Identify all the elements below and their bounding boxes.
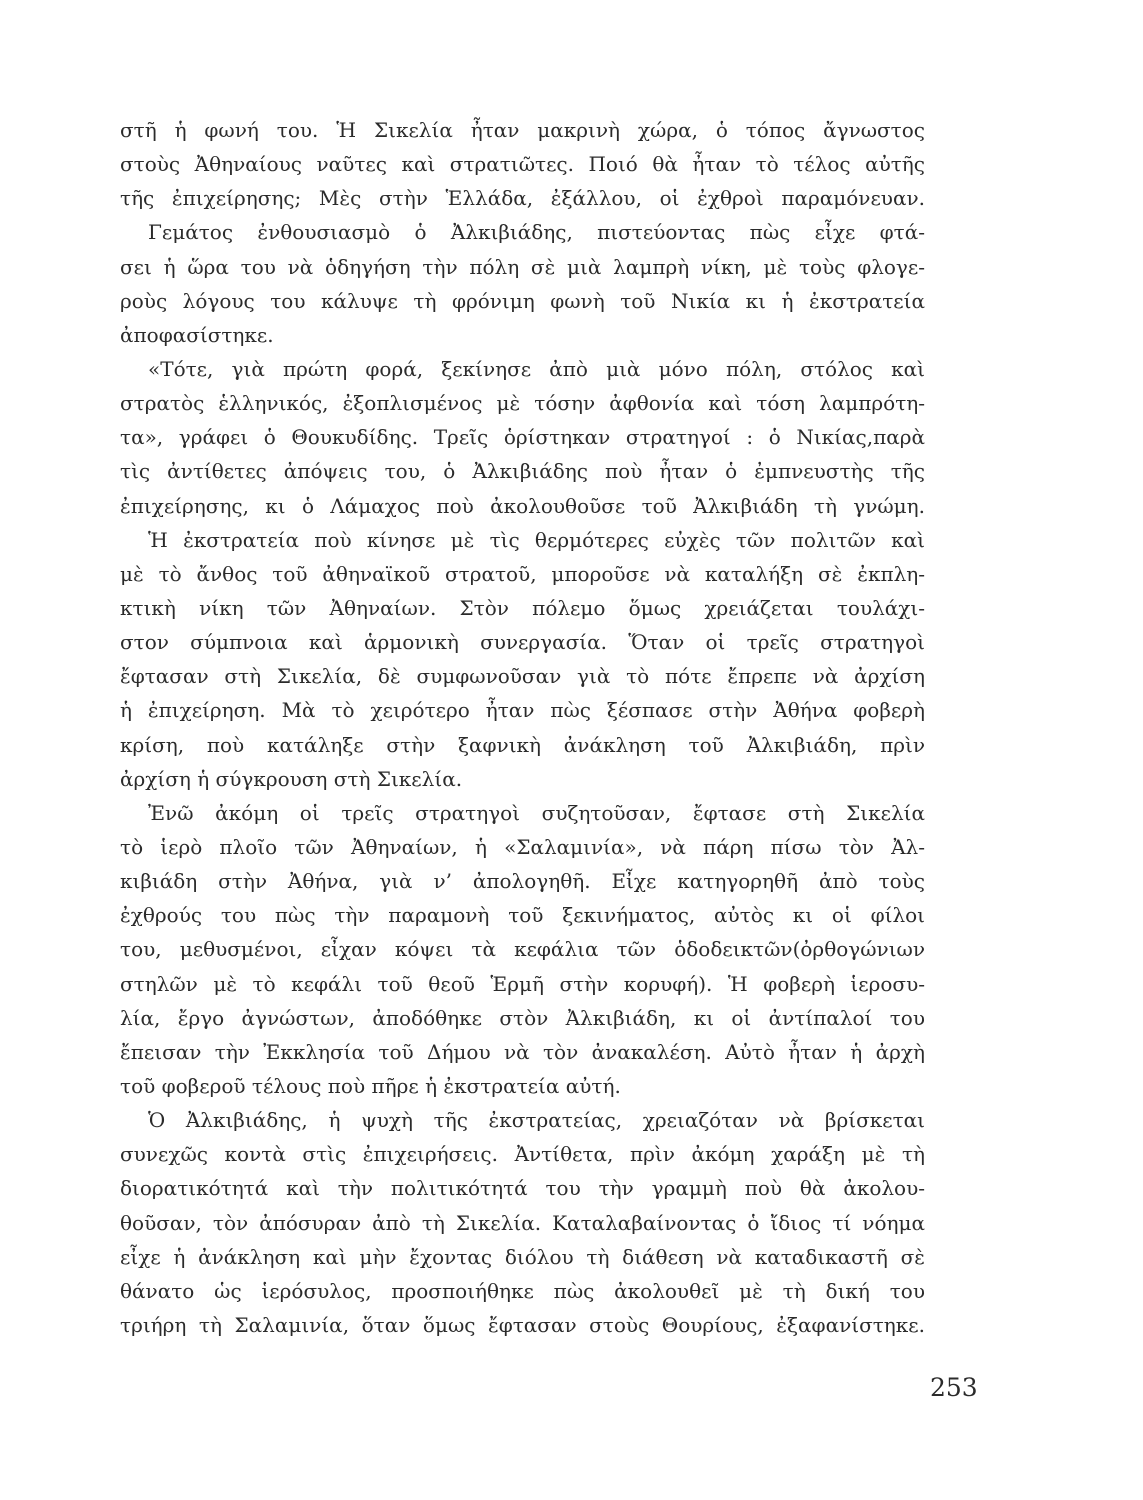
text-line: στρατὸς ἑλληνικός, ἐξοπλισμένος μὲ τόσην ἀφθονία καὶ τόση λαμπρότη-	[120, 391, 925, 416]
text-line: ἀποφασίστηκε.	[120, 322, 274, 347]
text-line: ἐχθρούς του πὼς τὴν παραμονὴ τοῦ ξεκινήματος, αὐτὸς κι οἱ φίλοι	[120, 903, 925, 928]
body-text	[120, 113, 925, 1342]
text-line: κιβιάδη στὴν Ἀθήνα, γιὰ ν’ ἀπολογηθῆ. Εἶχε κατηγορηθῆ ἀπὸ τοὺς	[120, 869, 925, 894]
text-line: τὸ ἱερὸ πλοῖο τῶν Ἀθηναίων, ἡ «Σαλαμινία», νὰ πάρη πίσω τὸν Ἀλ-	[120, 834, 925, 859]
text-line: ἀρχίση ἡ σύγκρουση στὴ Σικελία.	[120, 766, 463, 791]
text-line: λία, ἔργο ἀγνώστων, ἀποδόθηκε στὸν Ἀλκιβιάδη, κι οἱ ἀντίπαλοί του	[120, 1005, 925, 1030]
text-line: «Τότε, γιὰ πρώτη φορά, ξεκίνησε ἀπὸ μιὰ μόνο πόλη, στόλος καὶ	[148, 356, 925, 381]
text-line: του, μεθυσμένοι, εἶχαν κόψει τὰ κεφάλια τῶν ὁδοδεικτῶν(ὀρθογώνιων	[120, 937, 925, 962]
paragraph	[120, 1103, 925, 1342]
text-line: κτικὴ νίκη τῶν Ἀθηναίων. Στὸν πόλεμο ὅμως χρειάζεται τουλάχι-	[120, 595, 925, 620]
text-line: σει ἡ ὥρα του νὰ ὁδηγήση τὴν πόλη σὲ μιὰ λαμπρὴ νίκη, μὲ τοὺς φλογε-	[120, 254, 925, 279]
text-line: Ἡ ἐκστρατεία ποὺ κίνησε μὲ τὶς θερμότερες εὐχὲς τῶν πολιτῶν καὶ	[148, 527, 925, 552]
text-line: στον σύμπνοια καὶ ἁρμονικὴ συνεργασία. Ὅταν οἱ τρεῖς στρατηγοὶ	[120, 630, 925, 655]
text-line: στῆ ἡ φωνή του. Ἡ Σικελία ἦταν μακρινὴ χώρα, ὁ τόπος ἄγνωστος	[120, 118, 925, 142]
text-line: κρίση, ποὺ κατάληξε στὴν ξαφνικὴ ἀνάκληση τοῦ Ἀλκιβιάδη, πρὶν	[120, 732, 925, 757]
text-line: στοὺς Ἀθηναίους ναῦτες καὶ στρατιῶτες. Ποιό θὰ ἦταν τὸ τέλος αὐτῆς	[120, 152, 925, 177]
paragraph	[120, 523, 925, 796]
paragraph	[120, 113, 925, 215]
text-line: τριήρη τὴ Σαλαμινία, ὅταν ὅμως ἔφτασαν στοὺς Θουρίους, ἐξαφανίστηκε.	[120, 1312, 925, 1337]
text-line: συνεχῶς κοντὰ στὶς ἐπιχειρήσεις. Ἀντίθετα, πρὶν ἀκόμη χαράξη μὲ τὴ	[120, 1142, 925, 1167]
text-line: θάνατο ὡς ἱερόσυλος, προσποιήθηκε πὼς ἀκολουθεῖ μὲ τὴ δική του	[120, 1278, 925, 1303]
text-line: ἡ ἐπιχείρηση. Μὰ τὸ χειρότερο ἦταν πὼς ξέσπασε στὴν Ἀθήνα φοβερὴ	[120, 698, 925, 723]
text-line: Ἐνῶ ἀκόμη οἱ τρεῖς στρατηγοὶ συζητοῦσαν, ἔφτασε στὴ Σικελία	[148, 800, 925, 825]
text-line: τῆς ἐπιχείρησης; Μὲς στὴν Ἑλλάδα, ἐξάλλου, οἱ ἐχθροὶ παραμόνευαν.	[120, 186, 925, 211]
page-number: 253	[930, 1373, 978, 1402]
text-line: Ὁ Ἀλκιβιάδης, ἡ ψυχὴ τῆς ἐκστρατείας, χρειαζόταν νὰ βρίσκεται	[148, 1108, 925, 1133]
text-line: διορατικότητά καὶ τὴν πολιτικότητά του τὴν γραμμὴ ποὺ θὰ ἀκολου-	[120, 1176, 925, 1201]
text-line: ἔφτασαν στὴ Σικελία, δὲ συμφωνοῦσαν γιὰ τὸ πότε ἔπρεπε νὰ ἀρχίση	[120, 664, 925, 689]
text-line: ἔπεισαν τὴν Ἐκκλησία τοῦ Δήμου νὰ τὸν ἀνακαλέση. Αὐτὸ ἦταν ἡ ἀρχὴ	[120, 1039, 925, 1064]
text-line: ἐπιχείρησης, κι ὁ Λάμαχος ποὺ ἀκολουθοῦσε τοῦ Ἀλκιβιάδη τὴ γνώμη.	[120, 493, 925, 518]
paragraph	[120, 352, 925, 523]
paragraph	[120, 215, 925, 352]
text-line: τα», γράφει ὁ Θουκυδίδης. Τρεῖς ὁρίστηκαν στρατηγοί : ὁ Νικίας,παρὰ	[120, 425, 925, 450]
text-line: τοῦ φοβεροῦ τέλους ποὺ πῆρε ἡ ἐκστρατεία αὐτή.	[120, 1073, 621, 1098]
paragraph	[120, 796, 925, 1103]
text-line: μὲ τὸ ἄνθος τοῦ ἀθηναϊκοῦ στρατοῦ, μποροῦσε νὰ καταλήξη σὲ ἐκπλη-	[120, 561, 925, 586]
text-line: Γεμάτος ἐνθουσιασμὸ ὁ Ἀλκιβιάδης, πιστεύοντας πὼς εἶχε φτά-	[148, 220, 925, 245]
text-line: θοῦσαν, τὸν ἀπόσυραν ἀπὸ τὴ Σικελία. Καταλαβαίνοντας ὁ ἴδιος τί νόημα	[120, 1210, 925, 1235]
text-line: τὶς ἀντίθετες ἀπόψεις του, ὁ Ἀλκιβιάδης ποὺ ἦταν ὁ ἐμπνευστὴς τῆς	[120, 459, 925, 484]
text-line: στηλῶν μὲ τὸ κεφάλι τοῦ θεοῦ Ἑρμῆ στὴν κορυφή). Ἡ φοβερὴ ἱεροσυ-	[120, 971, 925, 996]
text-line: ροὺς λόγους του κάλυψε τὴ φρόνιμη φωνὴ τοῦ Νικία κι ἡ ἐκστρατεία	[120, 288, 925, 313]
text-line: εἶχε ἡ ἀνάκληση καὶ μὴν ἔχοντας διόλου τὴ διάθεση νὰ καταδικαστῆ σὲ	[120, 1244, 925, 1269]
